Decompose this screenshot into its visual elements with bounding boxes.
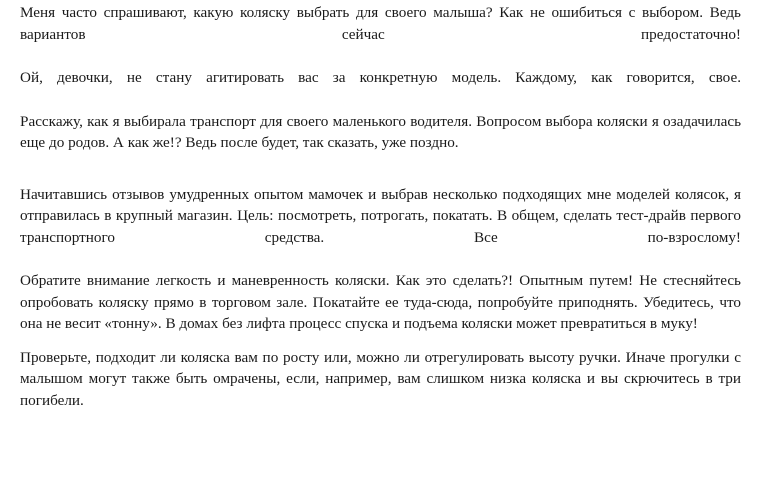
paragraph-spacer — [20, 335, 741, 347]
paragraph-1: Меня часто спрашивают, какую коляску выбрать для своего малыша? Как не ошибиться с выбором. Ведь вариантов сейчас предостаточно! — [20, 4, 741, 43]
paragraph-spacer — [20, 248, 741, 270]
paragraph-spacer — [20, 154, 741, 184]
paragraph-6: Проверьте, подходит ли коляска вам по росту или, можно ли отрегулировать высоту ручки. Иначе прогулки с малышом могут также быть омрачены, если, например, вам слишком низка коляска и вы скрючитесь в три погибели. — [20, 348, 741, 409]
paragraph-spacer — [20, 45, 741, 67]
article-body — [20, 0, 741, 411]
paragraph-4: Начитавшись отзывов умудренных опытом мамочек и выбрав несколько подходящих мне моделей колясок, я отправилась в крупный магазин. Цель: посмотреть, потрогать, покатать. В общем, сделать тест-драйв первого транспортного средства. Все по-взрослому! — [20, 185, 741, 246]
paragraph-5: Обратите внимание легкость и маневренность коляски. Как это сделать?! Опытным путем! Не стесняйтесь опробовать коляску прямо в торговом зале. Покатайте ее туда-сюда, попробуйте приподнять. Убедитесь, что она не весит «тонну». В домах без лифта процесс спуска и подъема коляски может превратиться в муку! — [20, 272, 741, 332]
paragraph-spacer — [20, 89, 741, 111]
paragraph-2: Ой, девочки, не стану агитировать вас за конкретную модель. Каждому, как говорится, свое. — [20, 69, 741, 86]
paragraph-3: Расскажу, как я выбирала транспорт для своего маленького водителя. Вопросом выбора коляски я озадачилась еще до родов. А как же!? Ведь после будет, так сказать, уже поздно. — [20, 112, 741, 151]
